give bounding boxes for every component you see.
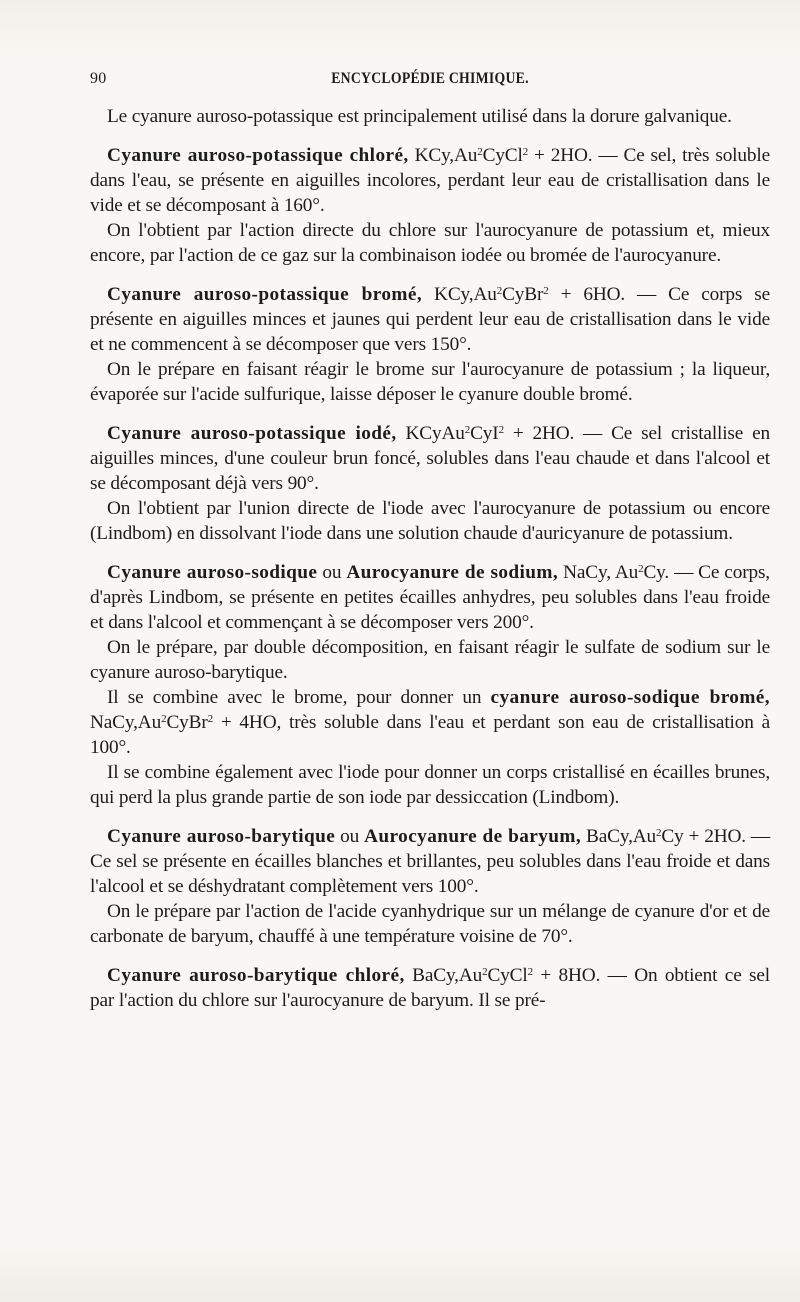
section-iode: Cyanure auroso-potassique iodé, KCyAu$^2$CyI$^2$ + 2HO. — Ce sel cristallise en aiguilles minces, d'une couleur brun foncé, solubles dans l'eau chaude et dans l'alcool et se décomposant déjà vers 90°. <box>90 423 770 494</box>
page-number: 90 <box>90 70 107 87</box>
inline-bold-term: cyanure auroso-sodique bromé, <box>490 687 770 708</box>
paragraph: Il se combine avec le brome, pour donner un cyanure auroso-sodique bromé, $NaCy,Au^2CyBr^2 + 4HO$, très soluble dans l'eau et perdant son eau de cristallisation à 100°. <box>90 687 770 758</box>
paragraph: Il se combine également avec l'iode pour donner un corps cristallisé en écailles brunes, qui perd la plus grande partie de son iode par dessiccation (Lindbom). <box>90 762 770 808</box>
section-title: Cyanure auroso-potassique iodé, <box>107 423 397 444</box>
paragraph: On l'obtient par l'action directe du chlore sur l'aurocyanure de potassium et, mieux encore, par l'action de ce gaz sur la combinaison iodée ou bromée de l'aurocyanure. <box>90 220 770 266</box>
section-barytique-chlore: Cyanure auroso-barytique chloré, $BaCy,Au^2CyCl^2 + 8HO$. — On obtient ce sel par l'action du chlore sur l'aurocyanure de baryum. Il se pré- <box>90 965 770 1011</box>
section-title: Cyanure auroso-sodique <box>107 562 318 583</box>
page-body <box>90 104 770 1013</box>
section-title-alt: Aurocyanure de baryum, <box>364 826 582 847</box>
section-title: Cyanure auroso-potassique chloré, <box>107 145 409 166</box>
paragraph: On l'obtient par l'union directe de l'iode avec l'aurocyanure de potassium ou encore (Lindbom) en dissolvant l'iode dans une solution chaude d'auricyanure de potassium. <box>90 498 770 544</box>
paragraph: On le prépare par l'action de l'acide cyanhydrique sur un mélange de cyanure d'or et de carbonate de baryum, chauffé à une température voisine de 70°. <box>90 901 770 947</box>
paragraph-intro: Le cyanure auroso-potassique est principalement utilisé dans la dorure galvanique. <box>107 106 732 127</box>
paragraph: On le prépare, par double décomposition, en faisant réagir le sulfate de sodium sur le cyanure auroso-barytique. <box>90 637 770 683</box>
paragraph: On le prépare en faisant réagir le brome sur l'aurocyanure de potassium ; la liqueur, évaporée sur l'acide sulfurique, laisse déposer le cyanure double bromé. <box>90 359 770 405</box>
section-title: Cyanure auroso-barytique chloré, <box>107 965 405 986</box>
section-brome: Cyanure auroso-potassique bromé, $KCy,Au^2CyBr^2 + 6HO$. — Ce corps se présente en aiguilles minces et jaunes qui perdent leur eau de cristallisation dans le vide et ne commencent à se décomposer que vers 150°. <box>90 284 770 355</box>
section-title-alt: Aurocyanure de sodium, <box>346 562 559 583</box>
section-chlore: Cyanure auroso-potassique chloré, $KCy,Au^2CyCl^2 + 2HO$. — Ce sel, très soluble dans l'eau, se présente en aiguilles incolores, perdant leur eau de cristallisation dans le vide et se décomposant à 160°. <box>90 145 770 216</box>
section-sodique: Cyanure auroso-sodique ou Aurocyanure de sodium, NaCy, Au$^2$Cy. — Ce corps, d'après Lindbom, se présente en petites écailles anhydres, peu solubles dans l'eau froide et dans l'alcool et commençant à se décomposer vers 200°. <box>90 562 770 633</box>
section-title: Cyanure auroso-barytique <box>107 826 336 847</box>
section-barytique: Cyanure auroso-barytique ou Aurocyanure de baryum, $BaCy,Au^2Cy + 2HO$. — Ce sel se présente en écailles blanches et brillantes, peu solubles dans l'eau froide et dans l'alcool et se déshydratant complètement vers 100°. <box>90 826 770 897</box>
running-title: ENCYCLOPÉDIE CHIMIQUE. <box>331 70 529 87</box>
page-header <box>90 70 770 94</box>
section-title: Cyanure auroso-potassique bromé, <box>107 284 423 305</box>
